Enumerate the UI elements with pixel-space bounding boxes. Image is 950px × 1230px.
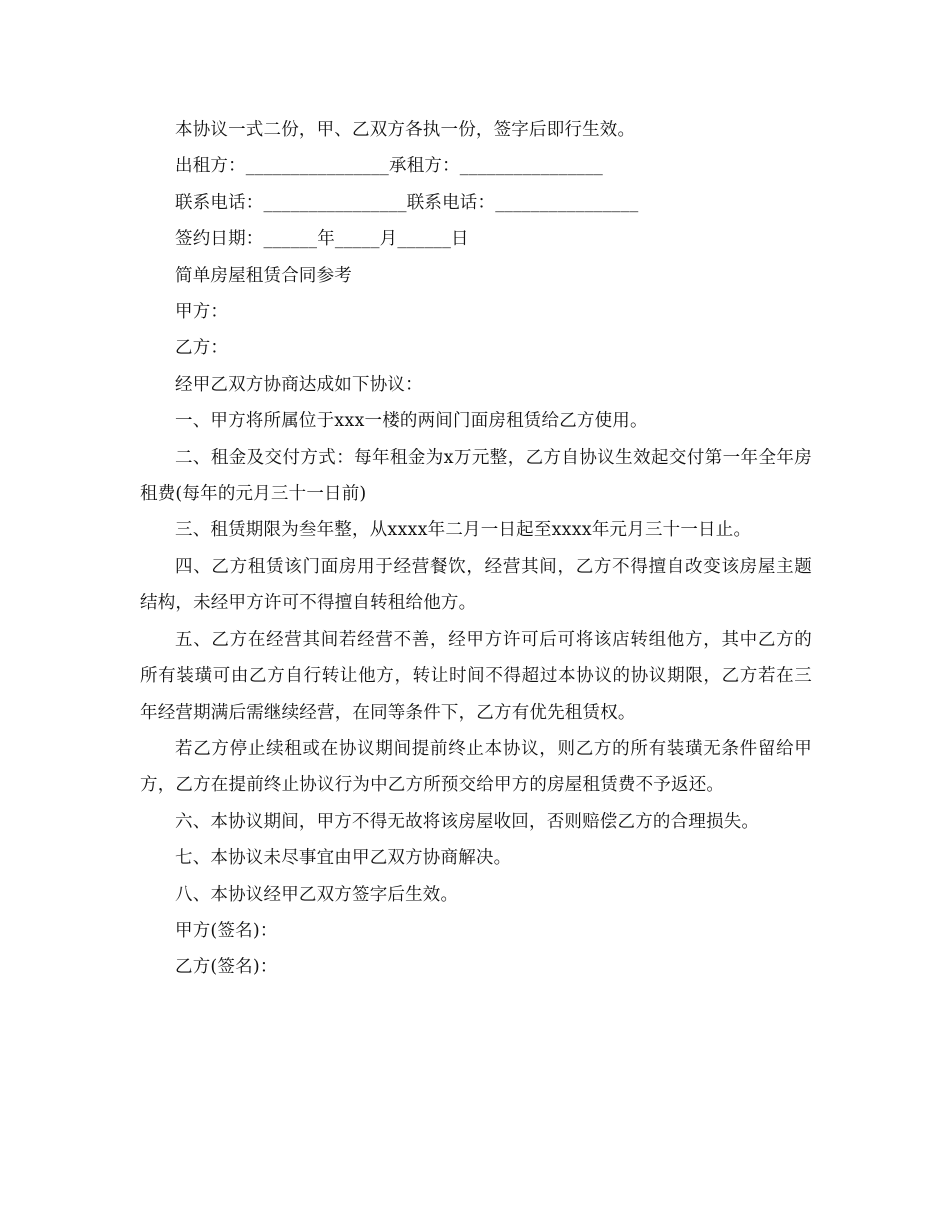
party-a-signature-line: 甲方(签名)： [175, 920, 278, 941]
party-a-label: 甲方： [175, 302, 229, 323]
party-b-label: 乙方： [175, 338, 229, 359]
paragraph-lessor-lessee-signature: 出租方：________________承租方：________________ [175, 156, 603, 177]
clause-2: 二、租金及交付方式：每年租金为x万元整，乙方自协议生效起交付第一年全年房租费(每年的元月三十一日前) [140, 447, 812, 505]
clause-7: 七、本协议未尽事宜由甲乙双方协商解决。 [175, 848, 512, 869]
paragraph-signing-date: 签约日期：______年_____月______日 [175, 229, 469, 250]
clause-1: 一、甲方将所属位于xxx一楼的两间门面房租赁给乙方使用。 [175, 411, 648, 432]
clause-5-supplement: 若乙方停止续租或在协议期间提前终止本协议，则乙方的所有装璜无条件留给甲方，乙方在提前终止协议行为中乙方所预交给甲方的房屋租赁费不予返还。 [140, 738, 812, 796]
clause-3: 三、租赁期限为叁年整，从xxxx年二月一日起至xxxx年元月三十一日止。 [175, 520, 752, 541]
clause-5: 五、乙方在经营其间若经营不善，经甲方许可后可将该店转组他方，其中乙方的所有装璜可由乙方自行转让他方，转让时间不得超过本协议的协议期限，乙方若在三年经营期满后需继续经营，在同等条件下，乙方有优先租赁权。 [140, 629, 812, 723]
clause-6: 六、本协议期间，甲方不得无故将该房屋收回，否则赔偿乙方的合理损失。 [175, 811, 760, 832]
document-body [140, 112, 812, 986]
clause-8: 八、本协议经甲乙双方签字后生效。 [175, 884, 459, 905]
party-b-signature-line: 乙方(签名)： [175, 957, 278, 978]
document-title: 简单房屋租赁合同参考 [175, 265, 352, 286]
paragraph-copies-clause: 本协议一式二份，甲、乙双方各执一份，签字后即行生效。 [175, 120, 636, 140]
paragraph-agreement-intro: 经甲乙双方协商达成如下协议： [175, 374, 423, 395]
clause-4: 四、乙方租赁该门面房用于经营餐饮，经营其间，乙方不得擅自改变该房屋主题结构，未经甲方许可不得擅自转租给他方。 [140, 556, 812, 614]
paragraph-contact-phones: 联系电话：________________联系电话：________________ [175, 192, 639, 213]
